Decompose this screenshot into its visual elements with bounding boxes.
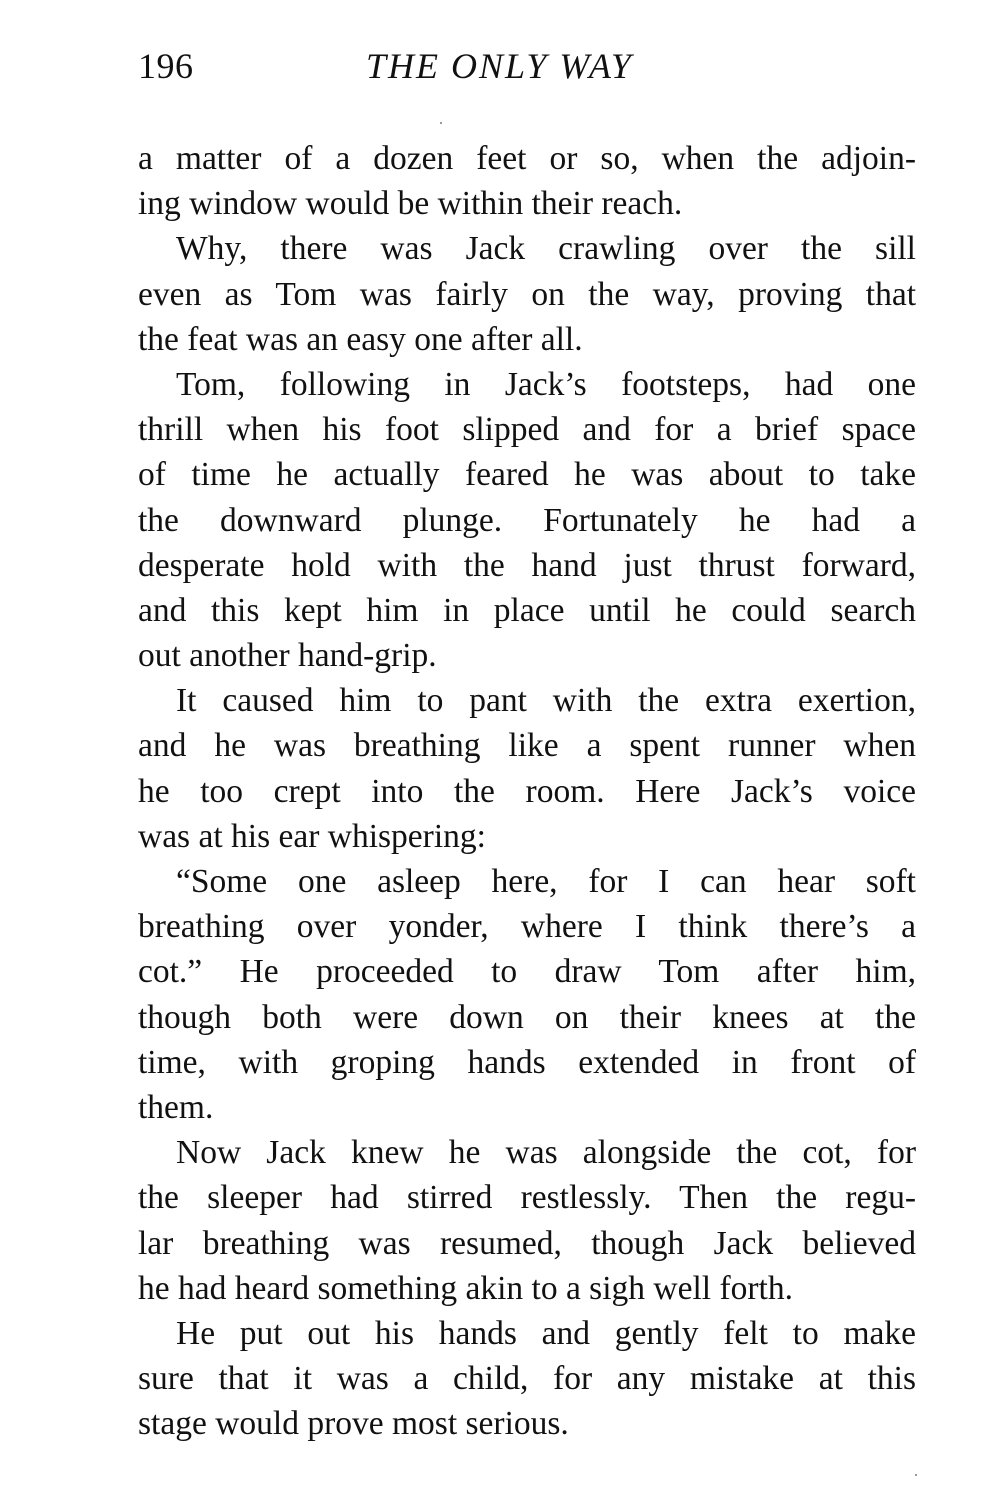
paragraph bbox=[138, 226, 916, 362]
text-line: stage would prove most serious. bbox=[138, 1405, 569, 1443]
paragraph bbox=[138, 678, 916, 859]
text-line: time, with groping hands extended in front of bbox=[138, 1043, 916, 1081]
text-line: It caused him to pant with the extra exertion, bbox=[176, 682, 916, 720]
text-line: out another hand-grip. bbox=[138, 637, 437, 675]
text-line: the feat was an easy one after all. bbox=[138, 320, 583, 358]
running-title: THE ONLY WAY bbox=[366, 46, 633, 86]
text-line: and he was breathing like a spent runner when bbox=[138, 727, 916, 765]
text-line: them. bbox=[138, 1088, 214, 1126]
text-line: ing window would be within their reach. bbox=[138, 185, 683, 223]
body-text bbox=[138, 136, 916, 1446]
text-line: was at his ear whispering: bbox=[138, 817, 486, 855]
text-line: lar breathing was resumed, though Jack believed bbox=[138, 1224, 916, 1262]
text-line: breathing over yonder, where I think there’s a bbox=[138, 908, 916, 946]
text-line: cot.” He proceeded to draw Tom after him, bbox=[138, 953, 916, 991]
paragraph bbox=[138, 136, 916, 226]
text-line: desperate hold with the hand just thrust forward, bbox=[138, 546, 916, 584]
text-line: Tom, following in Jack’s footsteps, had one bbox=[176, 365, 916, 403]
text-line: though both were down on their knees at the bbox=[138, 998, 916, 1036]
text-line: he had heard something akin to a sigh well forth. bbox=[138, 1269, 793, 1307]
text-line: the downward plunge. Fortunately he had a bbox=[138, 501, 916, 539]
running-head bbox=[138, 40, 918, 92]
paragraph bbox=[138, 362, 916, 678]
text-line: he too crept into the room. Here Jack’s voice bbox=[138, 772, 916, 810]
scan-speck bbox=[440, 122, 442, 124]
text-line: Why, there was Jack crawling over the sill bbox=[176, 230, 916, 268]
text-line: even as Tom was fairly on the way, proving that bbox=[138, 275, 916, 313]
paragraph bbox=[138, 1130, 916, 1311]
text-line: “Some one asleep here, for I can hear soft bbox=[176, 863, 916, 900]
text-line: Now Jack knew he was alongside the cot, for bbox=[176, 1134, 916, 1172]
text-line: the sleeper had stirred restlessly. Then the regu- bbox=[138, 1179, 916, 1217]
text-line: thrill when his foot slipped and for a brief space bbox=[138, 411, 916, 449]
paragraph bbox=[138, 1311, 916, 1447]
scan-speck bbox=[915, 1474, 917, 1476]
text-line: He put out his hands and gently felt to make bbox=[176, 1314, 916, 1352]
text-line: a matter of a dozen feet or so, when the adjoin- bbox=[138, 140, 916, 177]
text-line: and this kept him in place until he could search bbox=[138, 591, 916, 629]
text-line: sure that it was a child, for any mistake at this bbox=[138, 1360, 916, 1398]
text-line: of time he actually feared he was about to take bbox=[138, 456, 916, 494]
paragraph bbox=[138, 859, 916, 1130]
page-number: 196 bbox=[138, 46, 194, 86]
